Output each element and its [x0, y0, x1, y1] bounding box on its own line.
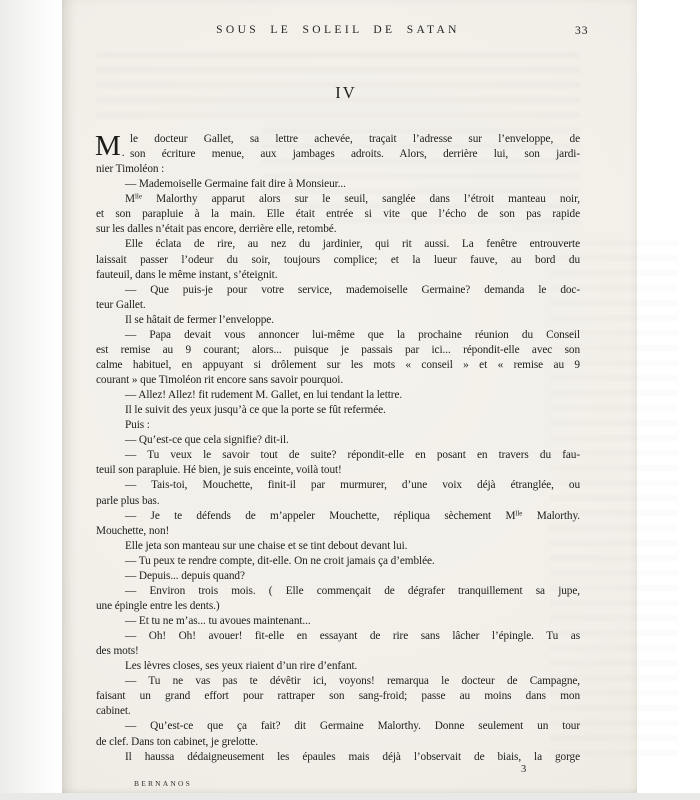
text-line: nier Timoléon : — [96, 163, 165, 176]
drop-cap-letter: M — [95, 130, 121, 162]
text-line: teuil son parapluie. Hé bien, je suis enceinte, voilà tout! — [96, 464, 342, 477]
text-line: — Tais-toi, Mouchette, finit-il par murmurer, d’une voix déjà étranglée, ou — [125, 479, 580, 492]
text-line: laissait passer l’odeur du soir, toujours complice; et la lueur fauve, au bord du — [96, 253, 580, 266]
text-line: — Qu’est-ce que cela signifie? dit-il. — [125, 434, 289, 447]
text-line: est remise au 9 courant; alors... puisque je passais par ici... répondit-elle avec son — [96, 343, 580, 356]
text-line: teur Gallet. — [96, 298, 146, 311]
text-line: — Environ trois mois. ( Elle commençait de dégrafer tranquillement sa jupe, — [125, 584, 580, 597]
text-line: Puis : — [125, 419, 150, 432]
text-line: parle plus bas. — [96, 494, 160, 507]
text-line: — Et tu ne m’as... tu avoues maintenant... — [125, 615, 311, 627]
text-line: Mouchette, non! — [96, 524, 170, 537]
text-line: — Tu veux le savoir tout de suite? répondit-elle en posant en travers du fau- — [125, 449, 580, 462]
text-line: Les lèvres closes, ses yeux riaient d’un rire d’enfant. — [125, 660, 358, 673]
text-line: — Papa devait vous annoncer lui-même que la prochaine réunion du Conseil — [125, 328, 580, 341]
footer-publisher: BERNANOS — [134, 779, 193, 788]
text-line: — Qu’est-ce que ça fait? dit Germaine Malorthy. Donne seulement un tour — [125, 720, 580, 733]
drop-cap-period: . — [121, 147, 125, 159]
text-line: Il se hâtait de fermer l’enveloppe. — [125, 313, 274, 326]
text-line: fauteuil, dans le même instant, s’éteignit. — [96, 268, 278, 281]
chapter-heading: IV — [335, 83, 357, 102]
text-line: son écriture menue, aux jambages adroits. Alors, derrière lui, son jardi- — [130, 148, 580, 161]
scan-bottom-edge — [0, 793, 700, 800]
text-line: — Depuis... depuis quand? — [125, 569, 245, 582]
text-line: Elle jeta son manteau sur une chaise et se tint debout devant lui. — [125, 539, 408, 552]
page-number: 33 — [575, 25, 589, 37]
text-line: des mots! — [96, 645, 139, 658]
text-line: le docteur Gallet, sa lettre achevée, traçait l’adresse sur l’enveloppe, de — [130, 133, 580, 145]
text-line: — Je te défends de m’appeler Mouchette, répliqua sèchement $M^{lle}$ Malorthy. — [125, 509, 580, 522]
text-line: — Tu ne vas pas te dévêtir ici, voyons! remarqua le docteur de Campagne, — [125, 675, 580, 688]
text-line: — Tu peux te rendre compte, dit-elle. On ne croit jamais ça d’emblée. — [125, 554, 435, 567]
text-line: faisant un grand effort pour rattraper son sang-froid; passe au moins dans mon — [96, 690, 580, 703]
text-line: — Oh! Oh! avouer! fit-elle en essayant de rire sans lâcher l’épingle. Tu as — [125, 630, 580, 643]
text-line: courant » que Timoléon rit encore sans savoir pourquoi. — [96, 374, 344, 386]
text-line: — Que puis-je pour votre service, mademoiselle Germaine? demanda le doc- — [125, 283, 580, 296]
text-line: sur les dalles n’était pas encore, derrière elle, retombé. — [96, 223, 337, 236]
body-text — [96, 132, 580, 765]
text-line: calme habituel, en appuyant si drôlement sur les mots « conseil » et « remise au 9 — [96, 358, 580, 371]
book-page — [62, 0, 637, 793]
text-line: Elle éclata de rire, au nez du jardinier, qui rit aussi. La fenêtre entrouverte — [125, 238, 580, 251]
text-line: Il le suivit des yeux jusqu’à ce que la porte se fût refermée. — [125, 404, 386, 417]
text-line: cabinet. — [96, 705, 131, 718]
text-line: et son parapluie à la main. Elle était entrée si vite que l’écho de son pas rapide — [96, 208, 580, 221]
text-line: — Allez! Allez! fit rudement M. Gallet, en lui tendant la lettre. — [125, 389, 403, 402]
text-line: une épingle entre les dents.) — [96, 599, 220, 612]
text-line: Il haussa dédaigneusement les épaules mais déjà l’observait de biais, la gorge — [125, 750, 580, 763]
text-line: de clef. Dans ton cabinet, je grelotte. — [96, 735, 259, 748]
text-line: $M^{lle}$ Malorthy apparut alors sur le seuil, sanglée dans l’étroit manteau noir, — [125, 192, 580, 206]
running-header: SOUS LE SOLEIL DE SATAN — [216, 24, 460, 36]
signature-mark: 3 — [521, 764, 527, 775]
text-line: — Mademoiselle Germaine fait dire à Monsieur... — [125, 178, 346, 191]
